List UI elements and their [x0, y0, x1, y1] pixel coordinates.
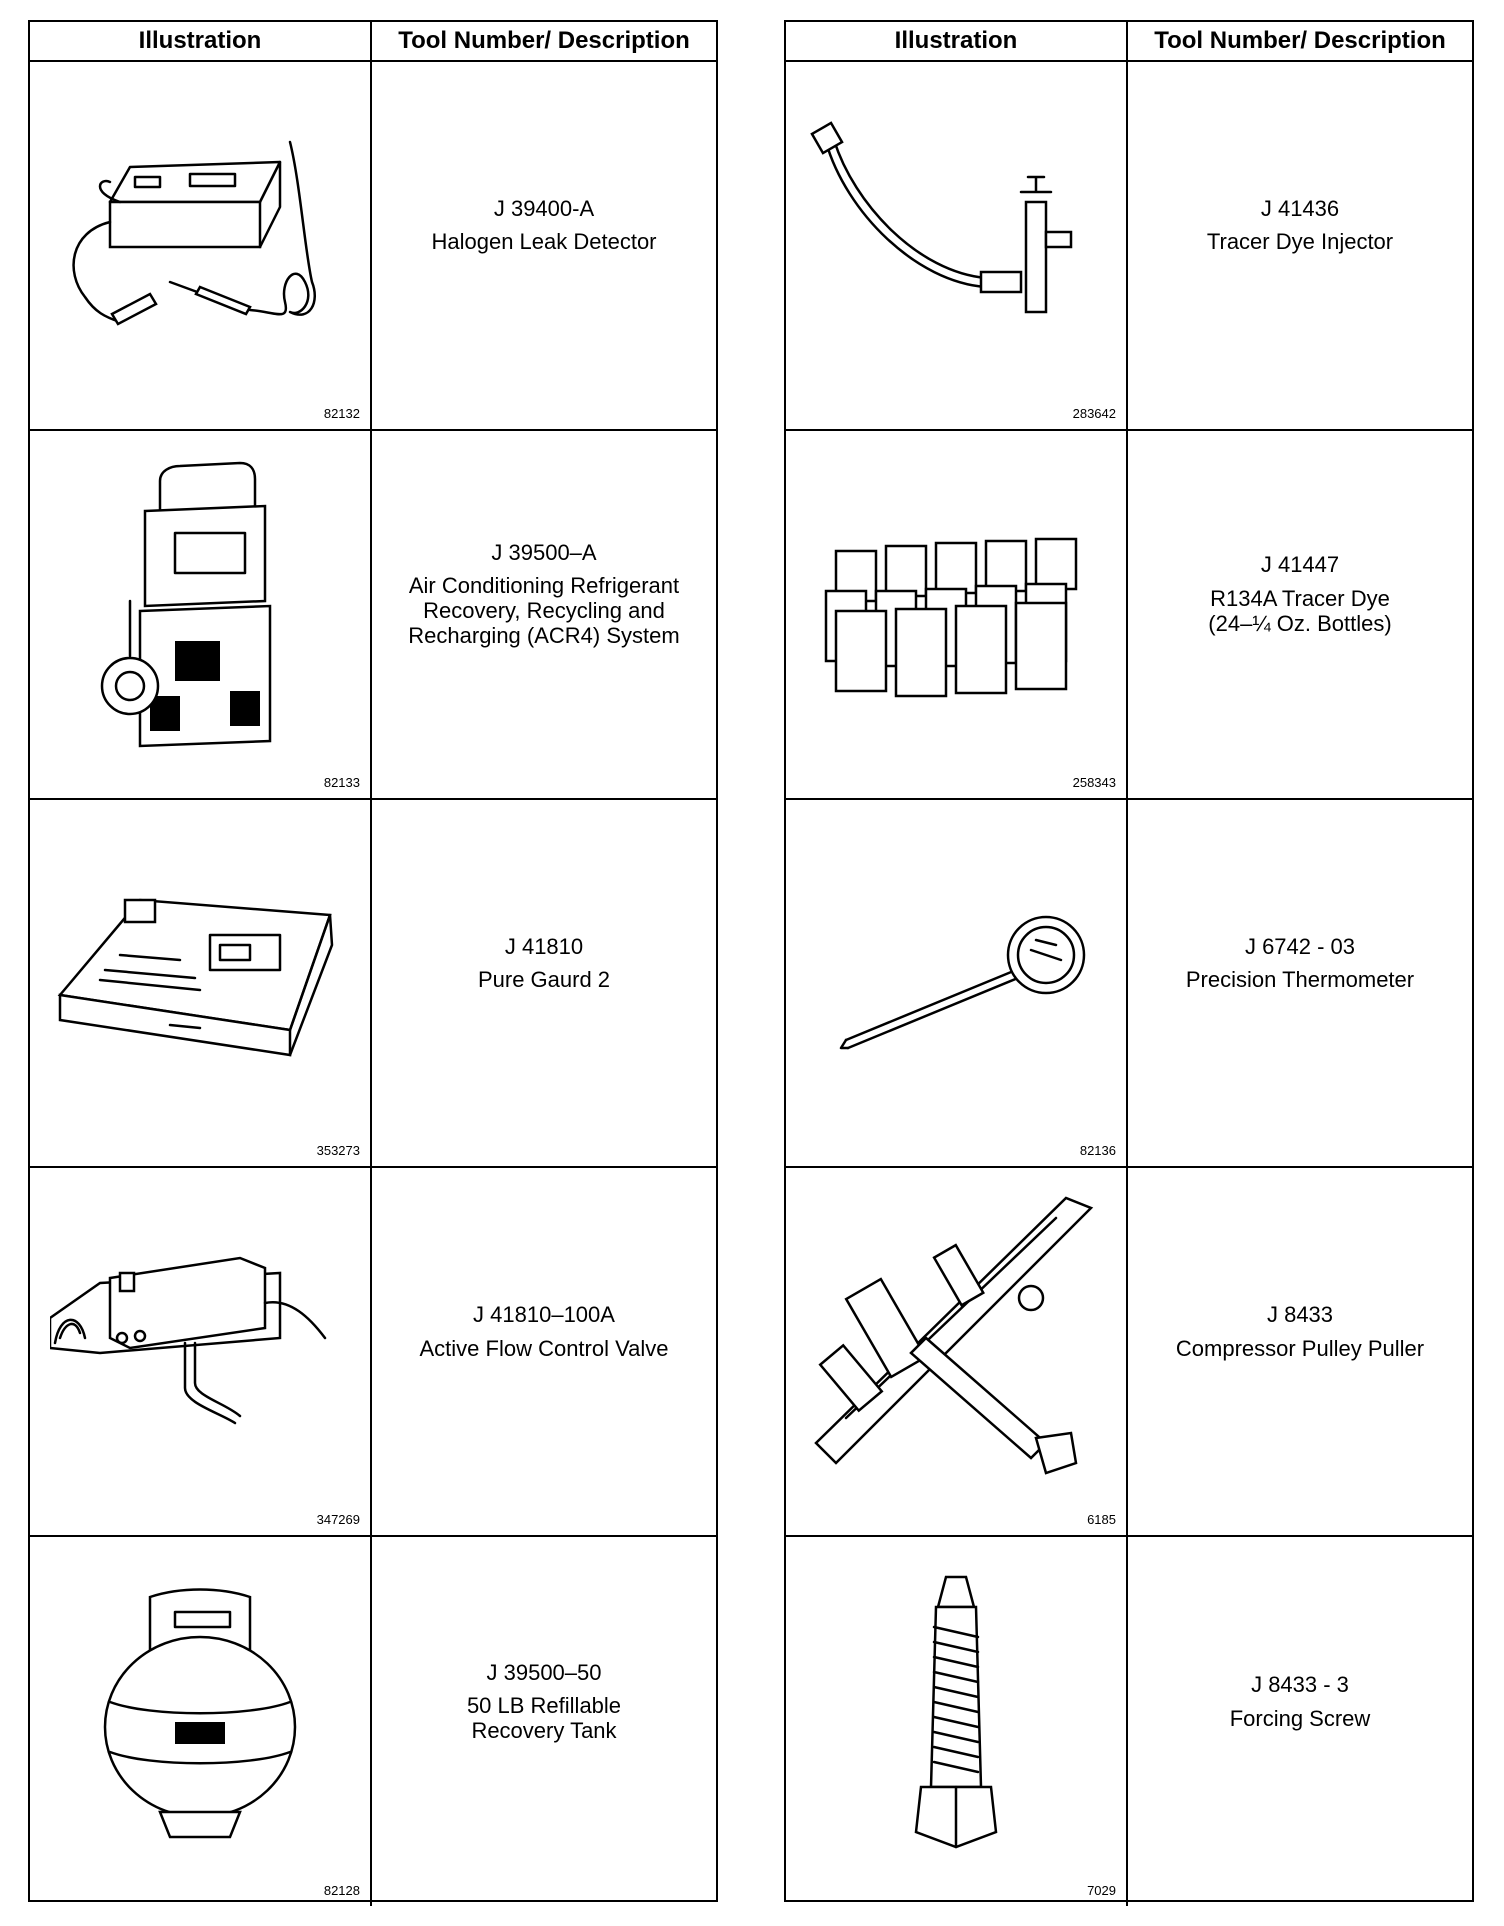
- tool-number: J 39500–50: [486, 1659, 602, 1685]
- tool-description: [1128, 1537, 1472, 1906]
- table-row: [30, 800, 716, 1169]
- illustration-cell: [786, 1537, 1128, 1906]
- tool-number: J 41447: [1260, 552, 1340, 578]
- illustration-cell: [30, 800, 372, 1167]
- tool-number: J 6742 - 03: [1244, 933, 1356, 959]
- forcing-screw-icon: [806, 1557, 1106, 1867]
- figure-number: 283642: [1072, 405, 1116, 421]
- leak-detector-icon: [50, 82, 350, 392]
- tool-name: Precision Thermometer: [1185, 966, 1415, 992]
- tool-table-left: [28, 20, 718, 1902]
- table-row: [786, 431, 1472, 800]
- tool-description-header: Tool Number/ Description: [1154, 27, 1446, 54]
- tool-description: [372, 1537, 716, 1906]
- dye-bottles-icon: [806, 451, 1106, 761]
- illustration-cell: [30, 62, 372, 429]
- illustration-cell: [786, 1168, 1128, 1535]
- tool-name: Halogen Leak Detector: [431, 229, 657, 255]
- table-row: [786, 1168, 1472, 1537]
- tool-description: [372, 431, 716, 798]
- flow-control-valve-icon: [50, 1188, 350, 1498]
- acr4-station-icon: [50, 451, 350, 761]
- pulley-puller-icon: [806, 1188, 1106, 1498]
- table-row: [30, 62, 716, 431]
- figure-number: 347269: [316, 1512, 360, 1528]
- tool-name: Compressor Pulley Puller: [1175, 1335, 1425, 1361]
- table-row: [30, 431, 716, 800]
- tool-description-header: Tool Number/ Description: [398, 27, 690, 54]
- figure-number: 82136: [1079, 1143, 1116, 1159]
- tool-number: J 41810–100A: [473, 1302, 615, 1328]
- table-row: [30, 1537, 716, 1906]
- tool-table-right: [784, 20, 1474, 1902]
- illustration-cell: [30, 1537, 372, 1906]
- figure-number: 7029: [1087, 1882, 1116, 1898]
- tool-description: [372, 62, 716, 429]
- tool-description: [1128, 62, 1472, 429]
- figure-number: 6185: [1087, 1512, 1116, 1528]
- tool-number: J 39500–A: [491, 539, 597, 565]
- tool-number: J 41436: [1260, 196, 1340, 222]
- table-row: [786, 62, 1472, 431]
- illustration-cell: [786, 800, 1128, 1167]
- figure-number: 82128: [323, 1882, 360, 1898]
- tool-description: [1128, 1168, 1472, 1535]
- table-row: [786, 1537, 1472, 1906]
- tool-description: [1128, 431, 1472, 798]
- illustration-header: Illustration: [30, 22, 372, 60]
- figure-number: 258343: [1072, 774, 1116, 790]
- tool-description: [372, 1168, 716, 1535]
- table-header: [786, 22, 1472, 62]
- table-row: [786, 800, 1472, 1169]
- illustration-cell: [30, 1168, 372, 1535]
- illustration-cell: [30, 431, 372, 798]
- tool-name: Tracer Dye Injector: [1206, 229, 1394, 255]
- illustration-cell: [786, 62, 1128, 429]
- table-row: [30, 1168, 716, 1537]
- tool-name: Active Flow Control Valve: [419, 1335, 669, 1361]
- dye-injector-icon: [806, 82, 1106, 392]
- thermometer-icon: [806, 820, 1106, 1130]
- tool-name: Pure Gaurd 2: [477, 966, 611, 992]
- illustration-header: Illustration: [786, 22, 1128, 60]
- figure-number: 82133: [323, 774, 360, 790]
- figure-number: 82132: [323, 405, 360, 421]
- tool-name: Air Conditioning Refrigerant Recovery, Recycling and Recharging (ACR4) System: [408, 572, 680, 649]
- tool-name: 50 LB Refillable Recovery Tank: [466, 1692, 622, 1744]
- tool-description: [1128, 800, 1472, 1167]
- tool-number: J 8433: [1266, 1302, 1334, 1328]
- figure-number: 353273: [316, 1143, 360, 1159]
- tool-name: Forcing Screw: [1229, 1705, 1371, 1731]
- tool-number: J 41810: [504, 933, 584, 959]
- pure-guard-monitor-icon: [50, 820, 350, 1130]
- tool-name: R134A Tracer Dye (24–¼ Oz. Bottles): [1208, 585, 1392, 636]
- illustration-cell: [786, 431, 1128, 798]
- tool-number: J 8433 - 3: [1251, 1672, 1349, 1698]
- recovery-tank-icon: [50, 1557, 350, 1867]
- tool-number: J 39400-A: [493, 196, 595, 222]
- tool-description: [372, 800, 716, 1167]
- table-header: [30, 22, 716, 62]
